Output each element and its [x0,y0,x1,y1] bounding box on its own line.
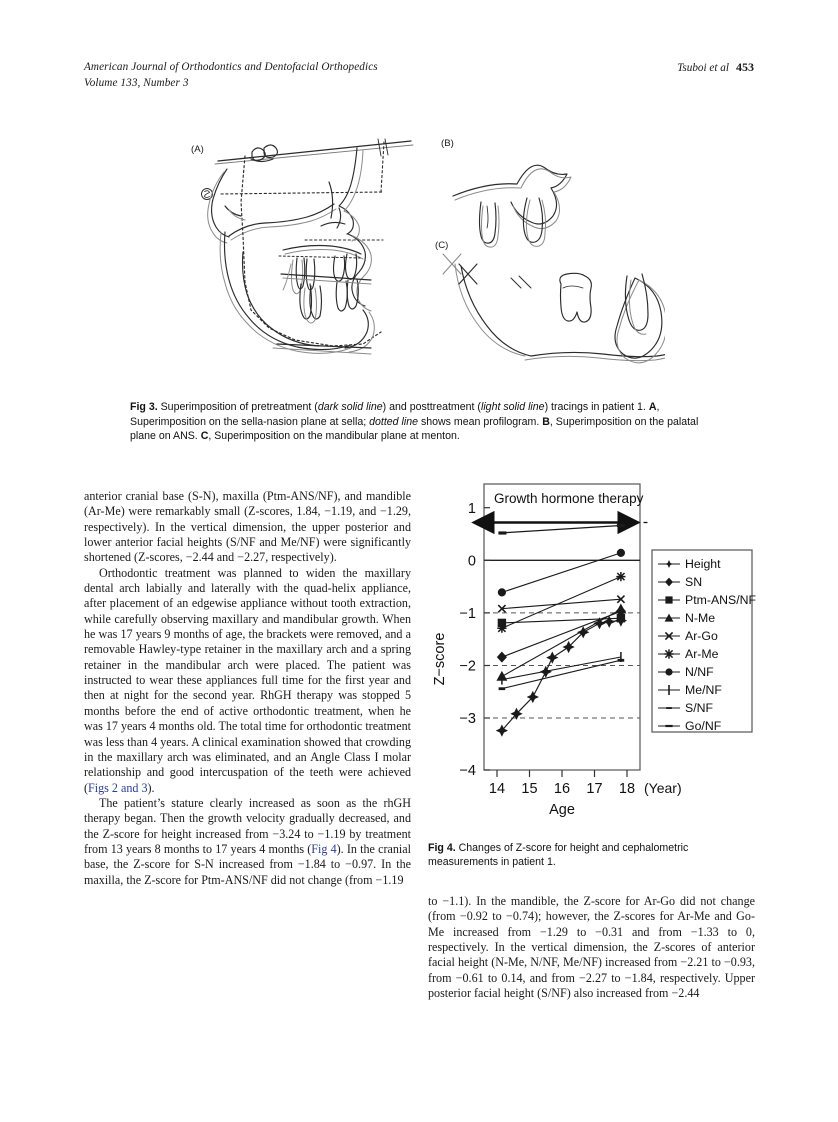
left-p3-text-a: The patient’s stature clearly increased as soon as the rhGH therapy began. Then the growth velocity gradually decreased, and the Z-score for height increased from −3.24 to −1.19 by treatment from 13 years 8 months to 17 years 4 months ( [84,795,411,856]
figs-2-3-xref[interactable]: Figs 2 and 3 [88,780,148,795]
left-p2-end: ). [147,780,155,795]
fig3-cap-i1: dark solid line [317,401,383,413]
figure-3-caption [130,400,710,444]
y-axis-labels [459,501,476,779]
therapy-annotation-label: Growth hormone therapy [494,491,644,506]
x-axis-title: Age [549,802,575,818]
svg-text:16: 16 [553,781,571,797]
left-p2-text: Orthodontic treatment was planned to widen the maxillary dental arch labially and laterally with the quad-helix appliance, after placement of an edgewise appliance without tooth extraction, while carefully observing maxillary and mandibular growth. When he was 17 years 9 months of age, the brackets were removed, and a removable Hawley-type retainer in the maxillary arch and a spring retainer in the mandibular arch were placed. The patient was instructed to wear these appliances full time for the first year and then at night for the second year. RhGH therapy was stopped 5 months before the end of active orthodontic treatment, when he was 17 years 4 months old. The total time for orthodontic treatment was less than 4 years. A clinical examination showed that crowding in the maxillary arch was eliminated, and an Angle Class I molar relationship and good intercuspation of the teeth were achieved ( [84,565,411,795]
running-head [84,60,754,94]
panel-a-label: (A) [191,144,204,155]
legend-label-3: N-Me [685,611,716,625]
fig3-cap-b1: A [648,401,657,413]
y-axis-title: Z−score [432,632,448,686]
svg-text:0: 0 [467,553,476,570]
journal-title: American Journal of Orthodontics and Dentofacial Orthopedics [84,61,378,73]
figure-3-label: Fig 3. [130,401,158,413]
x-axis-labels [489,781,635,797]
panel-c-tracing [443,254,665,363]
figure-4-chart [428,474,758,826]
svg-text:18: 18 [618,781,636,797]
fig3-cap-i3: dotted line [369,415,418,428]
figure-4-caption [428,841,758,870]
fig3-cap-b3: C [200,430,209,443]
svg-text:−3: −3 [459,711,476,727]
page-number: 453 [736,60,754,74]
legend-label-4: Ar-Go [685,629,718,643]
series-group [497,524,626,735]
svg-text:15: 15 [521,781,538,797]
journal-title-block [84,60,378,91]
chart-legend [652,550,757,733]
fig3-cap-i2: light solid line [480,401,545,413]
panel-c-label: (C) [435,240,449,251]
journal-volume: Volume 133, Number 3 [84,76,189,89]
svg-text:14: 14 [488,781,506,797]
series-ar-go [498,596,624,613]
series-me-nf [502,652,621,685]
left-paragraph-1: anterior cranial base (S-N), maxilla (Ptm-ANS/NF), and mandible (Ar-Me) were remarkably small (Z-scores, 1.84, −1.19, and −1.29, respectively). In the vertical dimension, the upper posterior and lower anterior facial heights (S/NF and Me/NF) were significantly shortened (Z-scores, −2.44 and −2.27, respectively). [84,489,411,565]
height-markers [497,616,626,736]
legend-label-7: Me/NF [685,683,722,697]
fig3-cap-b2: B [542,415,550,428]
left-paragraph-3 [84,796,411,888]
plot-frame [484,484,640,770]
svg-text:−1: −1 [459,606,476,622]
legend-label-5: Ar-Me [685,647,719,661]
legend-label-0: Height [685,557,721,571]
running-head-authors: Tsuboi et al [677,62,729,74]
figure-4-label: Fig 4. [428,842,456,854]
series-sn [498,607,626,662]
fig3-cap-t4: , Superimposition on the sella-nasion plane at sella; [130,401,660,428]
body-left-column [84,489,411,888]
series-height [497,616,626,736]
figure-3-image [185,132,665,390]
svg-text:17: 17 [586,781,603,797]
figure-4-caption-text: Changes of Z-score for height and cephalometric measurements in patient 1. [428,842,689,869]
x-axis-ticks [497,770,627,777]
right-paragraph-1: to −1.1). In the mandible, the Z-score for Ar-Go did not change (from −0.92 to −0.74); however, the Z-scores for Ar-Me and Go-Me increased from −1.29 to −0.31 and from −1.33 to 0, respectively. In the vertical dimension, the Z-scores of anterior facial height (N-Me, N/NF, Me/NF) increased from −2.21 to −0.93, from −0.61 to 0.14, and from −2.27 to −1.84, respectively. Upper posterior facial height (S/NF) also increased from −2.44 [428,894,755,1001]
svg-text:−4: −4 [459,763,476,779]
grid-dashed [484,613,640,718]
y-axis-ticks [484,508,490,770]
fig-4-xref[interactable]: Fig 4 [311,841,337,856]
series-go-nf [499,524,625,534]
x-axis-unit-label: (Year) [644,780,682,796]
left-p3-text-b: ). In the cranial base, the Z-score for S-N increased from −1.84 to −0.97. In the maxilla, the Z-score for Ptm-ANS/NF did not change (from −1.19 [84,841,411,887]
svg-text:1: 1 [467,501,476,517]
legend-label-1: SN [685,575,703,589]
panel-a-tracing [202,139,414,354]
fig3-cap-t1: Superimposition of pretreatment ( [157,401,318,413]
series-n-me [497,605,625,681]
fig3-cap-t3: ) tracings in patient 1. [544,401,649,413]
svg-text:−2: −2 [459,658,476,675]
panel-b-tracing [453,165,571,247]
left-paragraph-2 [84,566,411,796]
panel-b-label: (B) [441,138,454,149]
fig3-cap-t5: shows mean profilogram. [418,415,543,428]
legend-label-8: S/NF [685,701,714,715]
legend-label-2: Ptm-ANS/NF [685,593,757,607]
running-head-right [677,60,754,77]
series-ar-me [497,572,625,633]
legend-label-6: N/NF [685,665,714,679]
legend-label-9: Go/NF [685,719,722,733]
fig3-cap-t6: , Superimposition on the palatal plane on ANS. [130,415,699,443]
series-n-nf [498,549,624,596]
series-s-nf [499,659,624,689]
fig3-cap-t2: ) and posttreatment ( [382,401,481,413]
body-right-column [428,894,755,1001]
fig3-cap-t7: , Superimposition on the mandibular plane at menton. [208,430,460,443]
